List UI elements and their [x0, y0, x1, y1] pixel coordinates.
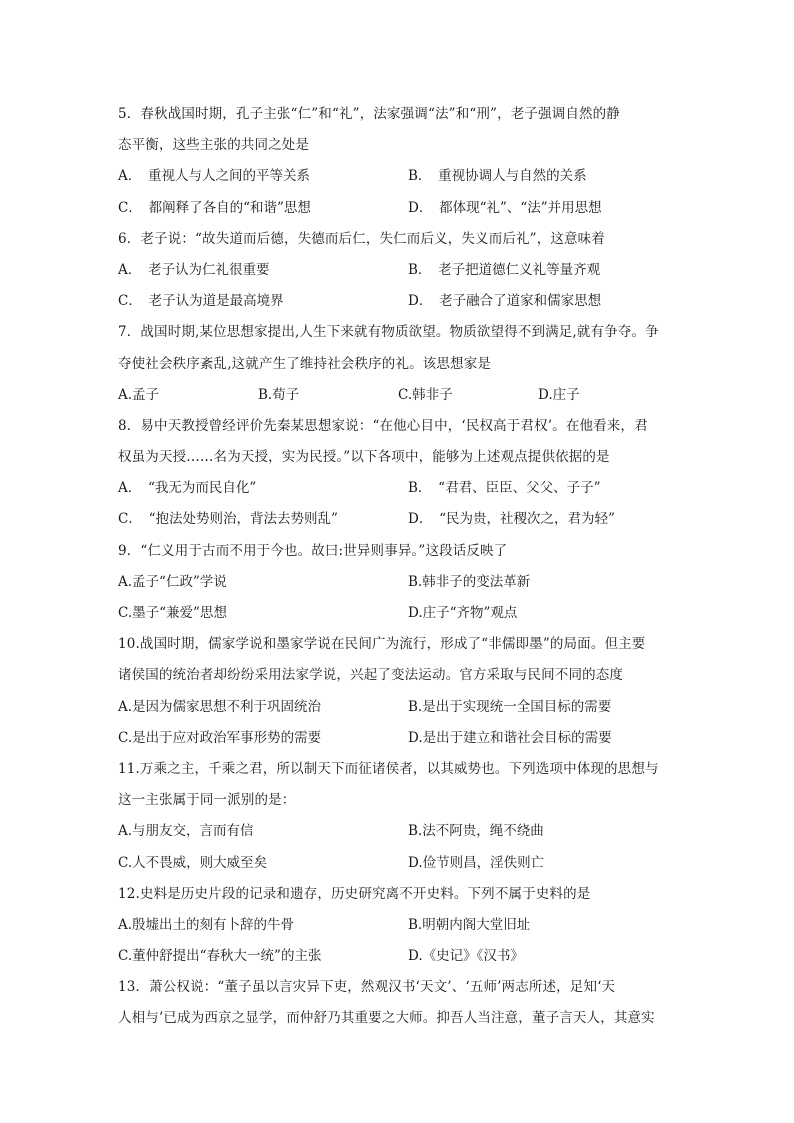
- question-stem: 这一主张属于同一派别的是：: [118, 792, 296, 809]
- question-stem: 7．战国时期,某位思想家提出,人生下来就有物质欲望。物质欲望得不到满足,就有争夺。争: [118, 324, 659, 341]
- question-stem: 13．萧公权说：“董子虽以言灾异下吏，然观汉书‘天文’、‘五师’两志所述，足知‘天: [118, 979, 616, 996]
- option-c: C． 老子认为道是最高境界: [118, 293, 284, 310]
- option-b: B.明朝内阁大堂旧址: [408, 916, 531, 933]
- options-row: [118, 598, 678, 629]
- option-c: C.董仲舒提出“春秋大一统”的主张: [118, 948, 322, 965]
- options-row: [118, 941, 678, 972]
- option-b: B． 重视协调人与自然的关系: [408, 168, 587, 185]
- options-row: [118, 692, 678, 723]
- option-d: D.是出于建立和谐社会目标的需要: [408, 729, 612, 746]
- question-stem: 9．“仁义用于古而不用于今也。故曰:世异则事异。”这段话反映了: [118, 542, 508, 559]
- options-row: [118, 848, 678, 879]
- question-stem: 态平衡，这些主张的共同之处是: [118, 137, 310, 154]
- option-a: A． 重视人与人之间的平等关系: [118, 168, 310, 185]
- options-row: [118, 380, 678, 411]
- options-row: [118, 286, 678, 317]
- options-row: [118, 255, 678, 286]
- options-row: [118, 504, 678, 535]
- options-row: [118, 910, 678, 941]
- question-9: [118, 536, 678, 630]
- question-stem: 8．易中天教授曾经评价先秦某思想家说：“在他心目中，‘民权高于君权’。在他看来，君: [118, 417, 648, 434]
- option-a: A.孟子“仁政”学说: [118, 573, 227, 590]
- option-a: A.是因为儒家思想不利于巩固统治: [118, 698, 322, 715]
- option-d: D.庄子: [538, 386, 580, 403]
- option-c: C.墨子“兼爱”思想: [118, 605, 227, 621]
- option-a: A.孟子: [118, 386, 160, 403]
- options-row: [118, 473, 678, 504]
- option-a: A． 老子认为仁礼很重要: [118, 261, 270, 278]
- question-12: [118, 879, 678, 973]
- option-d: D． “民为贵，社稷次之，君为轻”: [408, 511, 615, 528]
- option-b: B.法不阿贵，绳不绕曲: [408, 823, 544, 840]
- option-c: C.韩非子: [398, 386, 453, 403]
- question-11: [118, 754, 678, 879]
- question-8: [118, 411, 678, 536]
- question-stem: 夺使社会秩序紊乱,这就产生了维持社会秩序的礼。该思想家是: [118, 355, 491, 372]
- option-d: D.俭节则昌，淫佚则亡: [408, 854, 545, 871]
- question-6: [118, 224, 678, 318]
- question-stem: 12.史料是历史片段的记录和遗存，历史研究离不开史料。下列不属于史料的是: [118, 885, 591, 902]
- question-5: [118, 99, 678, 224]
- option-c: C.是出于应对政治军事形势的需要: [118, 729, 322, 746]
- options-row: [118, 161, 678, 192]
- question-stem: 人相与’已成为西京之显学，而仲舒乃其重要之大师。抑吾人当注意，董子言天人，其意实: [118, 1010, 655, 1027]
- option-d: D． 都体现“礼”、“法”并用思想: [408, 199, 602, 216]
- question-stem: 权虽为天授……名为天授，实为民授。”以下各项中，能够为上述观点提供依据的是: [118, 449, 610, 466]
- option-c: C． 都阐释了各自的“和谐”思想: [118, 199, 311, 216]
- option-c: C． “抱法处势则治，背法去势则乱”: [118, 511, 338, 528]
- question-7: [118, 317, 678, 411]
- options-row: [118, 723, 678, 754]
- question-stem: 11.万乘之主，千乘之君，所以制天下而征诸侯者，以其威势也。下列选项中体现的思想与: [118, 760, 659, 777]
- option-b: B.是出于实现统一全国目标的需要: [408, 698, 612, 715]
- question-stem: 10.战国时期，儒家学说和墨家学说在民间广为流行，形成了“非儒即墨”的局面。但主要: [118, 636, 646, 653]
- exam-page: [118, 99, 678, 1035]
- options-row: [118, 193, 678, 224]
- options-row: [118, 816, 678, 847]
- option-b: B.韩非子的变法革新: [408, 573, 531, 590]
- option-d: D.《史记》《汉书》: [408, 948, 524, 965]
- options-row: [118, 567, 678, 598]
- question-stem: 6．老子说：“故失道而后德，失德而后仁，失仁而后义，失义而后礼”，这意味着: [118, 230, 605, 247]
- option-d: D． 老子融合了道家和儒家思想: [408, 293, 602, 310]
- option-b: B.荀子: [258, 386, 300, 403]
- option-a: A.与朋友交，言而有信: [118, 823, 254, 840]
- option-d: D.庄子“齐物”观点: [408, 605, 518, 621]
- question-stem: 5．春秋战国时期，孔子主张“仁”和“礼”，法家强调“法”和“刑”，老子强调自然的静: [118, 106, 620, 122]
- option-a: A.殷墟出土的刻有卜辞的牛骨: [118, 916, 295, 933]
- option-a: A． “我无为而民自化”: [118, 480, 257, 497]
- option-c: C.人不畏威，则大威至矣: [118, 854, 268, 871]
- option-b: B． “君君、臣臣、父父、子子”: [408, 480, 601, 497]
- question-stem: 诸侯国的统治者却纷纷采用法家学说，兴起了变法运动。官方采取与民间不同的态度: [118, 667, 624, 684]
- option-b: B． 老子把道德仁义礼等量齐观: [408, 261, 601, 278]
- question-13: [118, 972, 678, 1034]
- question-10: [118, 629, 678, 754]
